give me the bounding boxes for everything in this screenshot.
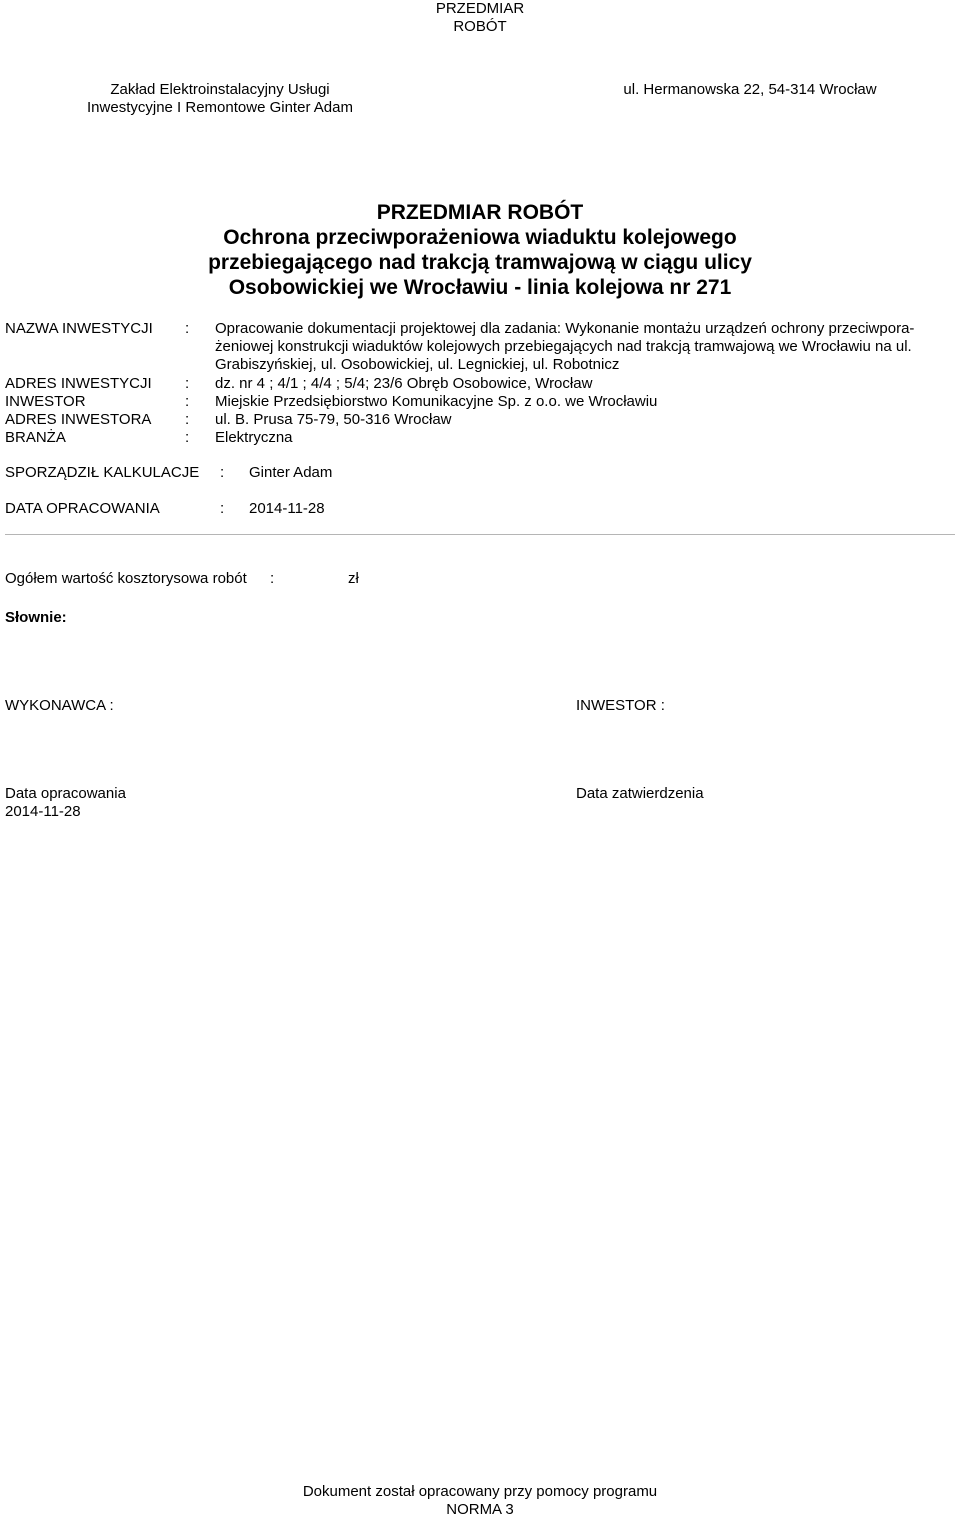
company-line-2: Inwestycyjne I Remontowe Ginter Adam — [87, 99, 353, 116]
branch-row — [5, 429, 955, 447]
colon: : — [185, 393, 190, 410]
colon: : — [220, 500, 225, 517]
document-title — [0, 200, 960, 300]
colon: : — [270, 570, 275, 587]
colon: : — [185, 429, 190, 446]
divider — [5, 534, 955, 535]
colon: : — [220, 464, 225, 481]
company-address: ul. Hermanowska 22, 54-314 Wrocław — [623, 81, 877, 98]
calculation-author-row — [5, 464, 955, 482]
title-line-2: Ochrona przeciwporażeniowa wiaduktu kolejowego — [223, 226, 737, 249]
investment-name-label: NAZWA INWESTYCJI — [5, 320, 153, 337]
footer-line-1: Dokument został opracowany przy pomocy programu — [302, 1483, 658, 1500]
investment-name-line-3: Grabiszyńskiej, ul. Osobowickiej, ul. Legnickiej, ul. Robotnicz — [215, 356, 620, 373]
preparation-date-value: 2014-11-28 — [249, 500, 325, 517]
amount-in-words-label: Słownie: — [5, 609, 67, 626]
header-line-1: PRZEDMIAR — [435, 0, 525, 17]
investment-address-value: dz. nr 4 ; 4/1 ; 4/4 ; 5/4; 23/6 Obręb Osobowice, Wrocław — [215, 375, 593, 392]
branch-label: BRANŻA — [5, 429, 66, 446]
calculation-author-value: Ginter Adam — [249, 464, 333, 481]
document-footer — [0, 1483, 960, 1519]
total-value-row — [5, 570, 955, 588]
colon: : — [185, 320, 190, 337]
investment-name-row — [5, 320, 955, 380]
investor-address-value: ul. B. Prusa 75-79, 50-316 Wrocław — [215, 411, 452, 428]
investor-signature-label: INWESTOR : — [576, 697, 665, 714]
footer-line-2: NORMA 3 — [446, 1501, 514, 1518]
title-line-4: Osobowickiej we Wrocławiu - linia kolejowa nr 271 — [228, 276, 732, 299]
document-header — [0, 0, 960, 36]
investor-value: Miejskie Przedsiębiorstwo Komunikacyjne Sp. z o.o. we Wrocławiu — [215, 393, 658, 410]
investor-label: INWESTOR — [5, 393, 86, 410]
investment-name-line-1: Opracowanie dokumentacji projektowej dla zadania: Wykonanie montażu urządzeń ochrony przeciwpora- — [215, 320, 915, 337]
currency: zł — [348, 570, 359, 587]
investment-name-value — [215, 320, 955, 374]
contractor-label: WYKONAWCA : — [5, 697, 114, 714]
preparation-date-label: DATA OPRACOWANIA — [5, 500, 160, 517]
preparation-date-caption: Data opracowania — [5, 785, 126, 802]
header-line-2: ROBÓT — [453, 18, 507, 35]
company-line-1: Zakład Elektroinstalacyjny Usługi — [110, 81, 330, 98]
investment-address-row — [5, 375, 955, 393]
investment-name-line-2: żeniowej konstrukcji wiaduktów kolejowych przebiegających nad trakcją tramwajową we Wrocławiu na ul. — [215, 338, 912, 355]
title-line-3: przebiegającego nad trakcją tramwajową w ciągu ulicy — [208, 251, 752, 274]
title-line-1: PRZEDMIAR ROBÓT — [376, 201, 584, 224]
investor-row — [5, 393, 955, 411]
total-value-label: Ogółem wartość kosztorysowa robót — [5, 570, 247, 587]
approval-date-caption: Data zatwierdzenia — [576, 785, 704, 802]
colon: : — [185, 375, 190, 392]
company-name — [40, 81, 400, 117]
preparation-date-text: 2014-11-28 — [5, 803, 81, 820]
investment-address-label: ADRES INWESTYCJI — [5, 375, 152, 392]
branch-value: Elektryczna — [215, 429, 293, 446]
preparation-date-row — [5, 500, 955, 518]
colon: : — [185, 411, 190, 428]
preparation-date-block — [5, 785, 305, 821]
calculation-author-label: SPORZĄDZIŁ KALKULACJE — [5, 464, 200, 481]
investor-address-label: ADRES INWESTORA — [5, 411, 152, 428]
investor-address-row — [5, 411, 955, 429]
